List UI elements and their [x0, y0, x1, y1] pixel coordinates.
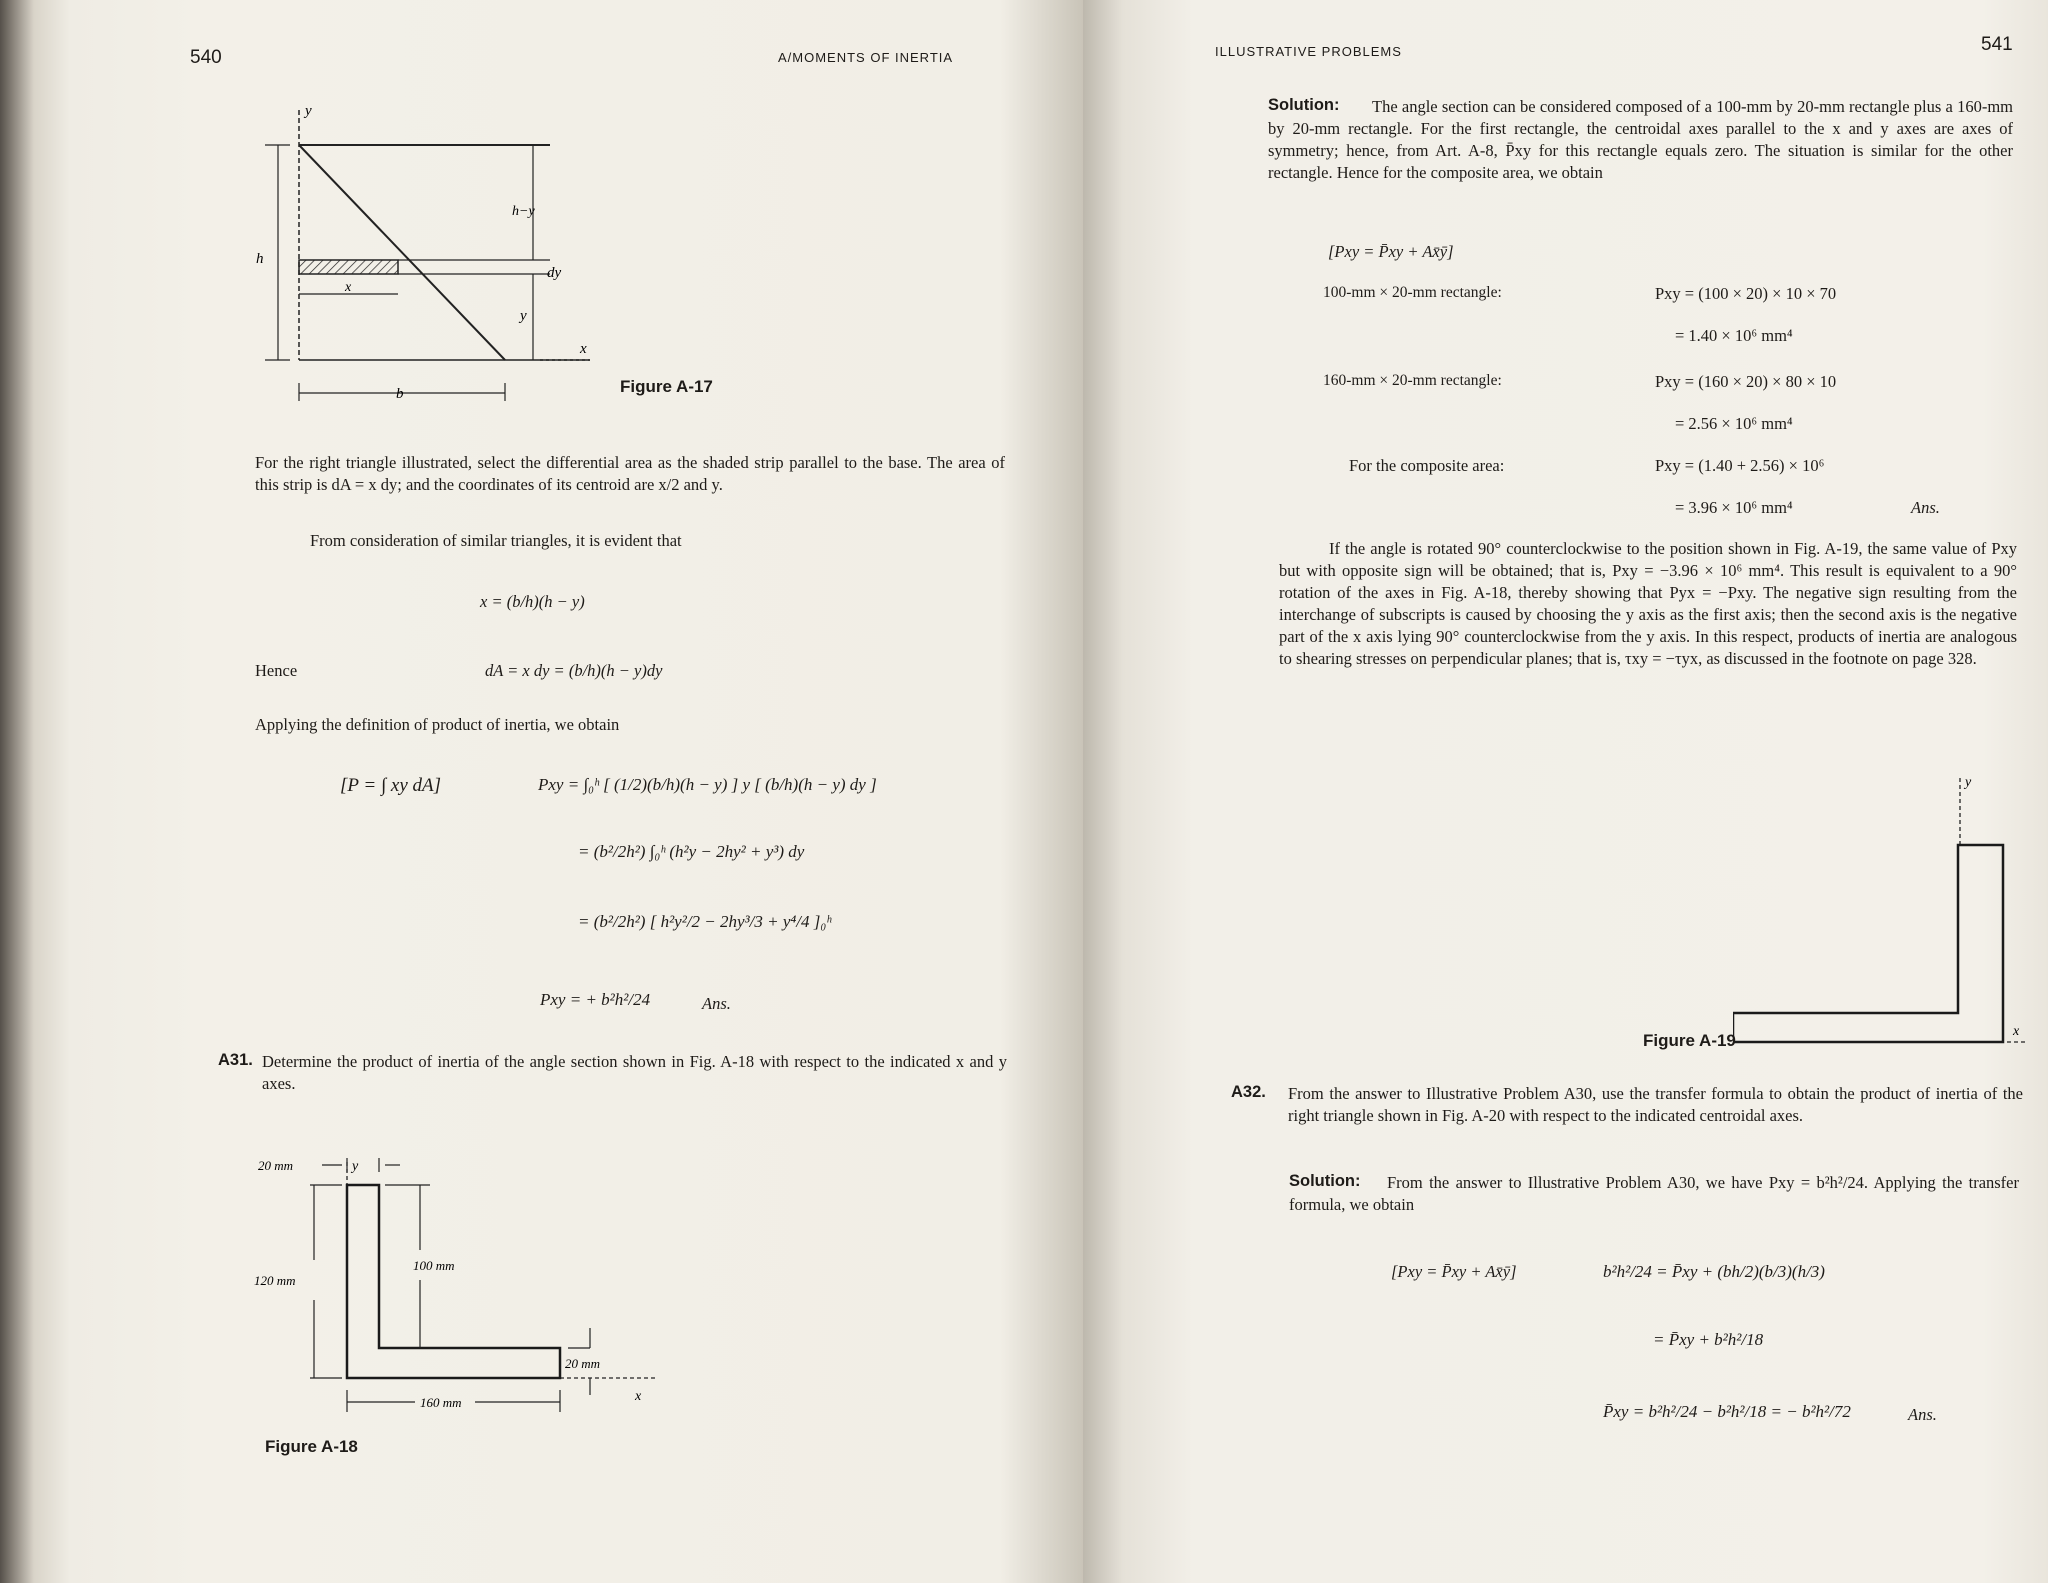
figure-a19-label-x-axis: x	[2013, 1024, 2020, 1039]
figure-a19	[1733, 770, 2033, 1060]
paragraph-applying: Applying the definition of product of inertia, we obtain	[255, 715, 620, 734]
row-2-eq1: Pxy = (160 × 20) × 80 × 10	[1655, 372, 1837, 391]
problem-a32-text: From the answer to Illustrative Problem A30, use the transfer formula to obtain the product of inertia of the right triangle shown in Fig. A-20 with respect to the indicated centroidal axes.	[1288, 1084, 2023, 1125]
figure-a17-label-y-dim: y	[520, 308, 527, 324]
figure-a17-label-h: h	[256, 251, 264, 267]
problem-a31-text: Determine the product of inertia of the angle section shown in Fig. A-18 with respect to the indicated x and y axes.	[262, 1052, 1007, 1093]
figure-a18-label-t-vertical: 20 mm	[258, 1158, 294, 1173]
equation-a32-line-3: P̄xy = b²h²/24 − b²h²/18 = − b²h²/72	[1603, 1402, 1851, 1421]
row-3-eq1: Pxy = (1.40 + 2.56) × 10⁶	[1655, 456, 1825, 475]
figure-a17-label-y-axis: y	[305, 103, 312, 119]
answer-marker-a30: Ans.	[702, 994, 731, 1013]
problem-a32-number: A32.	[1231, 1083, 1266, 1101]
figure-a19-caption: Figure A-19	[1643, 1031, 1736, 1050]
figure-a17-label-x-strip: x	[345, 280, 352, 295]
figure-a17-triangle	[299, 145, 550, 360]
figure-a17-label-h-minus-y: h−y	[512, 204, 535, 219]
paragraph-intro: For the right triangle illustrated, select the differential area as the shaded strip parallel to the base. The area of this strip is dA = x dy; and the coordinates of its centroid are x/2 and y.	[255, 453, 1005, 494]
equation-x: x = (b/h)(h − y)	[480, 592, 585, 611]
answer-marker-a32: Ans.	[1908, 1405, 1937, 1424]
figure-a19-label-y-axis: y	[1965, 775, 1972, 790]
solution-a32-text: From the answer to Illustrative Problem A30, we have Pxy = b²h²/24. Applying the transfer formula, we obtain	[1289, 1173, 2019, 1214]
running-head-right: ILLUSTRATIVE PROBLEMS	[1215, 44, 1402, 59]
row-1-eq2: = 1.40 × 10⁶ mm⁴	[1675, 326, 1793, 345]
row-3-label: For the composite area:	[1349, 456, 1505, 475]
row-1-eq1: Pxy = (100 × 20) × 10 × 70	[1655, 284, 1837, 303]
figure-a19-angle-section	[1733, 845, 2003, 1042]
figure-a17-label-x-axis: x	[580, 341, 587, 357]
solution-a31-text: The angle section can be considered composed of a 100-mm by 20-mm rectangle plus a 160-mm by 20-mm rectangle. For the first rectangle, the centroidal axes parallel to the x and y axes are axes of symmetry; hence, from Art. A-8, P̄xy for this rectangle equals zero. The situation is similar for the other rectangle. Hence for the composite area, we obtain	[1268, 97, 2013, 182]
page-number-left: 540	[190, 47, 222, 68]
hence-label: Hence	[255, 661, 298, 680]
figure-a17-label-dy: dy	[547, 265, 562, 281]
figure-a18	[250, 1150, 680, 1420]
running-head-left: A/MOMENTS OF INERTIA	[778, 50, 954, 65]
figure-a18-label-y-axis: y	[352, 1159, 359, 1174]
figure-a19-axes	[1958, 778, 2025, 1042]
figure-a18-label-x-axis: x	[635, 1389, 642, 1404]
equation-a32-line-1: b²h²/24 = P̄xy + (bh/2)(b/3)(h/3)	[1603, 1262, 1825, 1281]
equation-pxy-line-1: Pxy = ∫₀ʰ [ (1/2)(b/h)(h − y) ] y [ (b/h)(h − y) dy ]	[538, 775, 877, 794]
right-page	[1083, 0, 2048, 1583]
figure-a18-axes	[347, 1162, 655, 1378]
equation-definition: [P = ∫ xy dA]	[340, 775, 442, 796]
problem-a31-number: A31.	[218, 1051, 253, 1069]
row-2-label: 160-mm × 20-mm rectangle:	[1323, 372, 1502, 389]
equation-transfer-a32: [Pxy = P̄xy + Ax̄ȳ]	[1391, 1262, 1517, 1281]
figure-a17-label-b: b	[396, 386, 404, 402]
figure-a18-dimensions	[310, 1158, 590, 1412]
equation-pxy-line-2: = (b²/2h²) ∫₀ʰ (h²y − 2hy² + y³) dy	[578, 842, 805, 861]
answer-marker-a31: Ans.	[1911, 498, 1940, 517]
figure-a18-label-inner-height: 100 mm	[413, 1258, 455, 1273]
equation-transfer: [Pxy = P̄xy + Ax̄ȳ]	[1328, 242, 1454, 261]
figure-a18-caption: Figure A-18	[265, 1437, 358, 1456]
figure-a18-label-t-horizontal: 20 mm	[565, 1356, 601, 1371]
row-3-eq2: = 3.96 × 10⁶ mm⁴	[1675, 498, 1793, 517]
equation-dA: dA = x dy = (b/h)(h − y)dy	[485, 661, 663, 680]
equation-a32-line-2: = P̄xy + b²h²/18	[1653, 1330, 1764, 1349]
solution-a31-label: Solution:	[1268, 96, 1340, 114]
figure-a17-caption: Figure A-17	[620, 377, 713, 396]
equation-pxy-line-3: = (b²/2h²) [ h²y²/2 − 2hy³/3 + y⁴/4 ]₀ʰ	[578, 912, 832, 931]
figure-a17-axes	[299, 110, 590, 360]
figure-a18-label-width: 160 mm	[420, 1395, 462, 1410]
figure-a18-label-height: 120 mm	[254, 1273, 296, 1288]
figure-a17-strip	[299, 260, 398, 274]
page-number-right: 541	[1981, 34, 2013, 55]
equation-pxy-result: Pxy = + b²h²/24	[540, 990, 651, 1009]
figure-a17	[250, 95, 610, 415]
paragraph-rotated: If the angle is rotated 90° counterclockwise to the position shown in Fig. A-19, the same value of Pxy but with opposite sign will be obtained; that is, Pxy = −3.96 × 10⁶ mm⁴. This result is equivalent to a 90° rotation of the axes in Fig. A-18, thereby showing that Pyx = −Pxy. The negative sign resulting from the interchange of subscripts is caused by choosing the y axis as the first axis; then the second axis is the negative part of the x axis lying 90° counterclockwise from the y axis. In this respect, products of inertia are analogous to shearing stresses on perpendicular planes; that is, τxy = −τyx, as discussed in the footnote on page 328.	[1279, 539, 2017, 668]
row-1-label: 100-mm × 20-mm rectangle:	[1323, 284, 1502, 301]
solution-a32-label: Solution:	[1289, 1172, 1361, 1190]
figure-a18-angle-section	[347, 1185, 560, 1378]
row-2-eq2: = 2.56 × 10⁶ mm⁴	[1675, 414, 1793, 433]
paragraph-similar-triangles: From consideration of similar triangles, it is evident that	[310, 531, 682, 550]
